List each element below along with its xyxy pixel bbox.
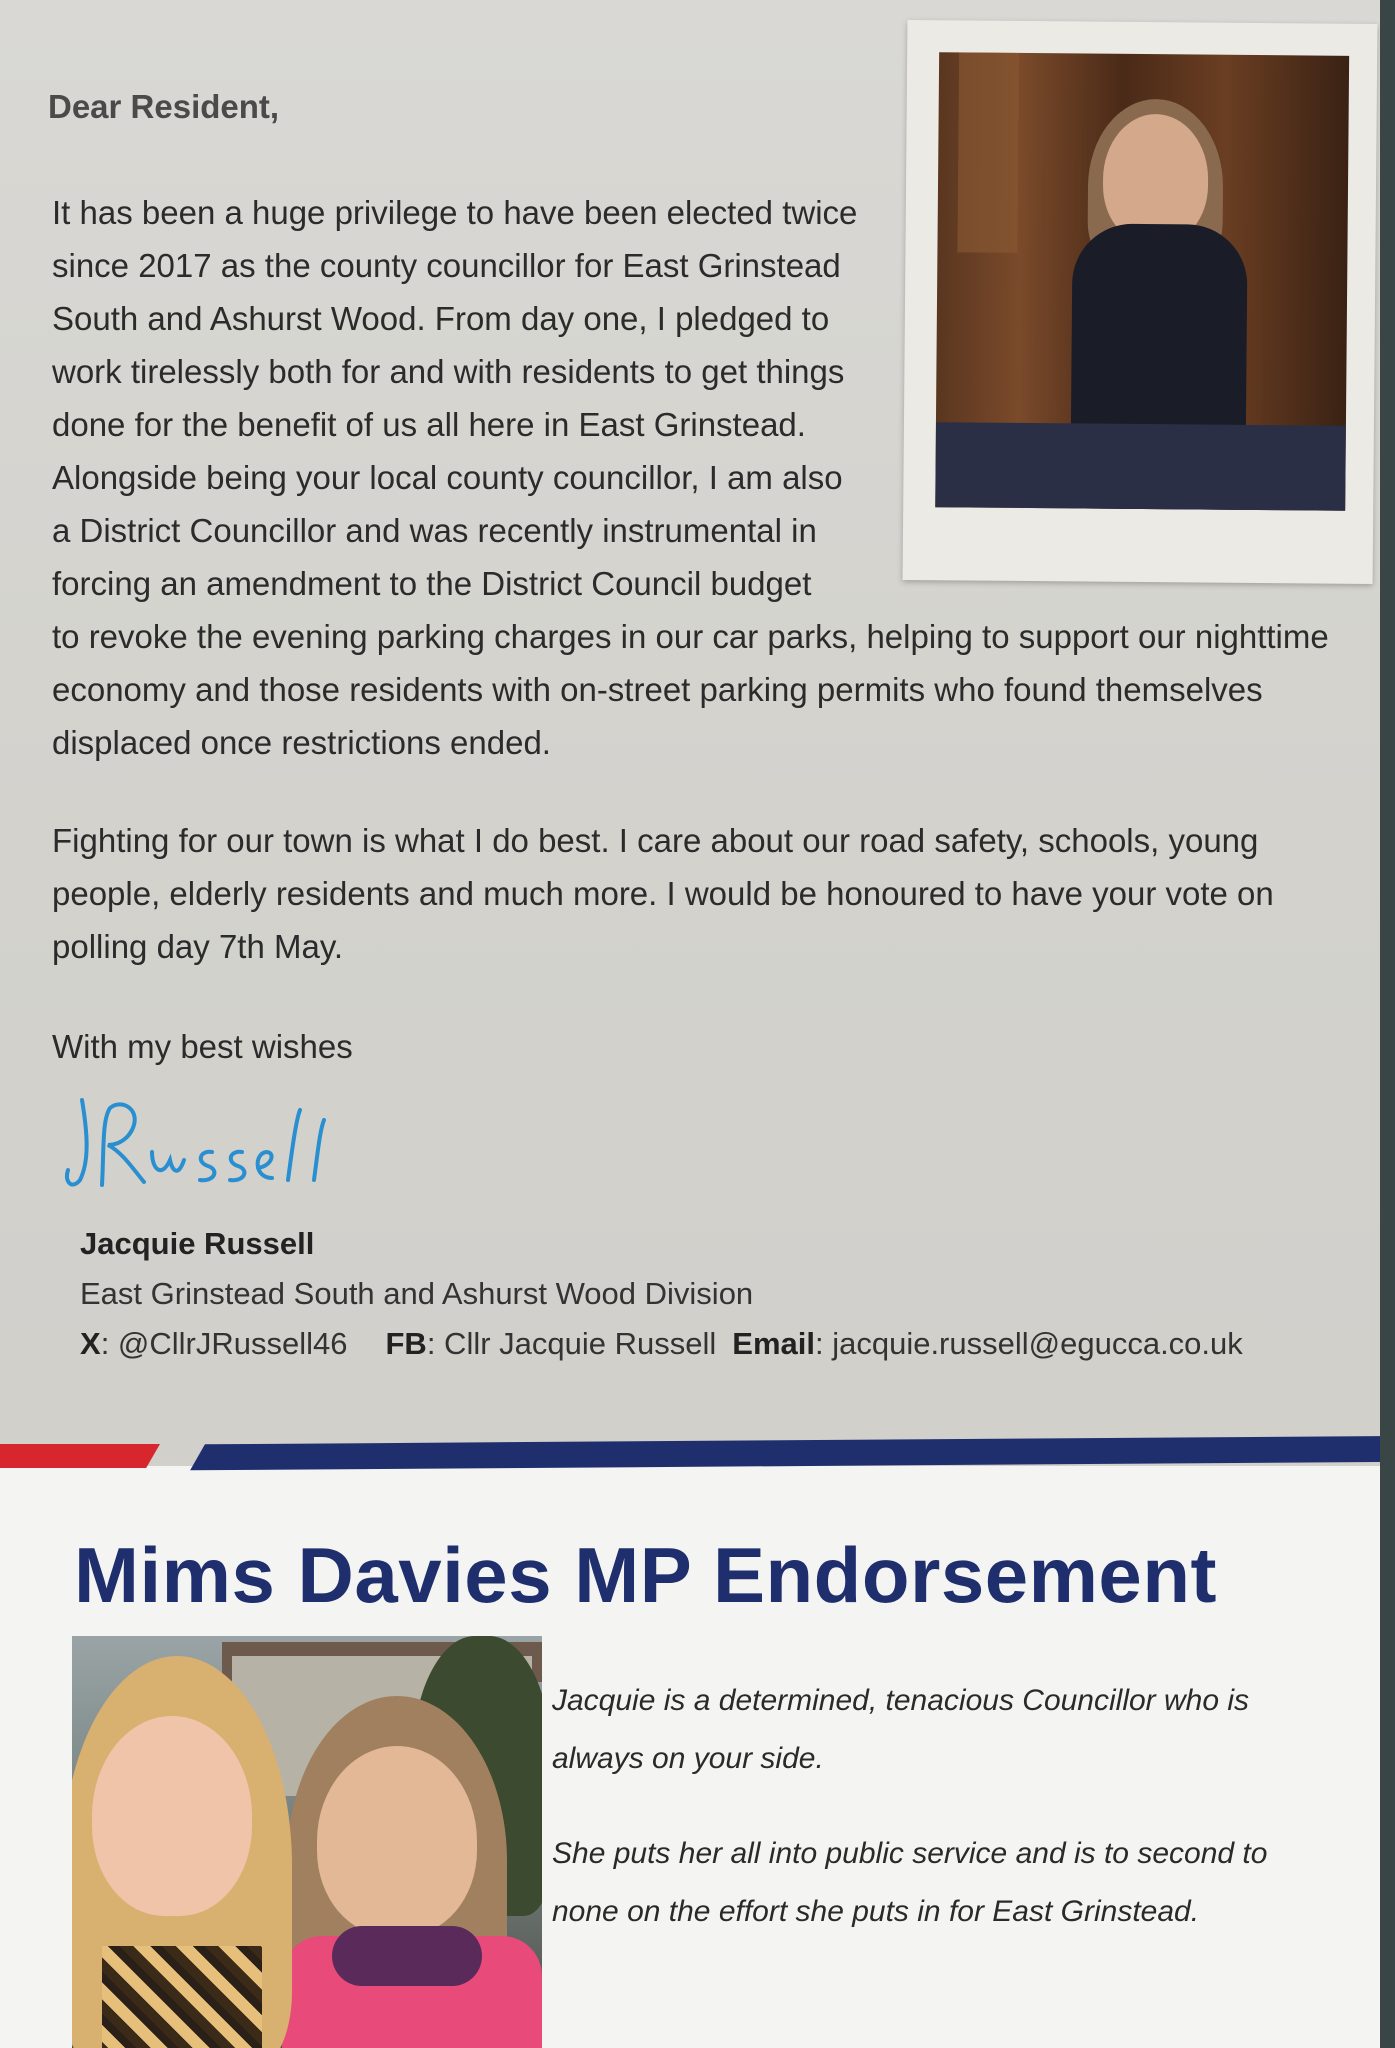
letter-line: South and Ashurst Wood. From day one, I pledged to bbox=[52, 300, 830, 337]
endorsement-title: Mims Davies MP Endorsement bbox=[74, 1531, 1217, 1619]
letter-line: It has been a huge privilege to have been elected twice bbox=[52, 194, 858, 231]
signatory-name: Jacquie Russell bbox=[80, 1226, 315, 1261]
email-address: : jacquie.russell@egucca.co.uk bbox=[814, 1326, 1243, 1361]
email-label: Email bbox=[732, 1326, 815, 1361]
fb-label: FB bbox=[385, 1326, 427, 1361]
signoff: With my best wishes bbox=[52, 1028, 353, 1065]
background-edge bbox=[1380, 0, 1395, 2048]
endorsement-quote-2: She puts her all into public service and is to second to none on the effort she puts in for East Grinstead. bbox=[552, 1837, 1268, 1928]
fb-page: : Cllr Jacquie Russell bbox=[426, 1326, 717, 1361]
letter-paragraph-1 bbox=[52, 186, 1342, 769]
letter-line: Alongside being your local county councillor, I am also bbox=[52, 459, 843, 496]
contact-details bbox=[80, 1326, 1243, 1362]
letter-line: since 2017 as the county councillor for East Grinstead bbox=[52, 247, 841, 284]
greeting: Dear Resident, bbox=[48, 88, 280, 125]
handwritten-signature bbox=[62, 1090, 382, 1200]
signatory-division: East Grinstead South and Ashurst Wood Division bbox=[80, 1276, 754, 1311]
letter-paragraph-1-tail: to revoke the evening parking charges in our car parks, helping to support our nighttime economy and those residents with on-street parking permits who found themselves displaced once restrictions ended. bbox=[52, 618, 1329, 761]
letter-line: done for the benefit of us all here in East Grinstead. bbox=[52, 406, 806, 443]
endorsement-photo bbox=[72, 1636, 542, 2048]
letter-line: work tirelessly both for and with residents to get things bbox=[52, 353, 845, 390]
x-handle: : @CllrJRussell46 bbox=[100, 1326, 348, 1361]
letter-line: forcing an amendment to the District Council budget bbox=[52, 565, 812, 602]
x-label: X bbox=[80, 1326, 101, 1361]
letter-line: a District Councillor and was recently instrumental in bbox=[52, 512, 817, 549]
letter-paragraph-2: Fighting for our town is what I do best. I care about our road safety, schools, young people, elderly residents and much more. I would be honoured to have your vote on polling day 7th May. bbox=[52, 822, 1274, 965]
red-stripe bbox=[0, 1444, 160, 1468]
endorsement-quote-1: Jacquie is a determined, tenacious Councillor who is always on your side. bbox=[552, 1684, 1250, 1775]
